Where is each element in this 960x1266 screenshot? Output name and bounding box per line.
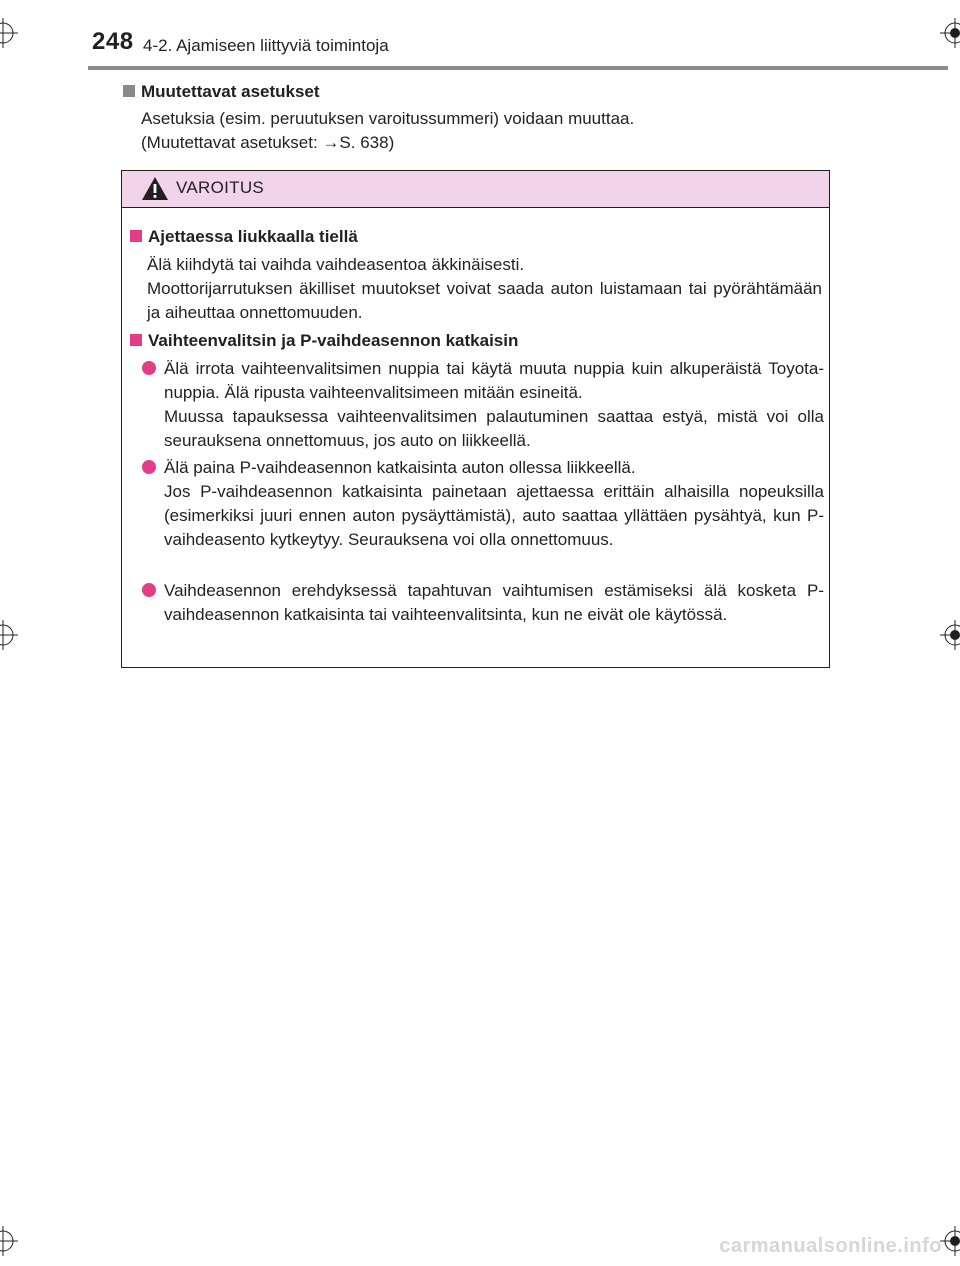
settings-heading (123, 82, 320, 102)
section-title: 4-2. Ajamiseen liittyviä toimintoja (143, 36, 389, 55)
header-rule (88, 66, 948, 70)
square-bullet-icon (130, 230, 142, 242)
warning-section-2-heading-text: Vaihteenvalitsin ja P-vaihdeasennon katkaisin (148, 331, 519, 350)
warning-bullet-2-detail: Jos P-vaihdeasennon katkaisinta painetaan ajettaessa erittäin alhaisilla nopeuksilla (esimerkiksi juuri ennen auton pysäyttämistä), auto saattaa yllättäen pysähtyä, kun P-vaihdeasento kytkeytyy. Seurauksena voi olla onnettomuus. (164, 482, 824, 549)
warning-section-1-heading (130, 227, 358, 247)
page-number: 248 (92, 28, 134, 55)
warning-bullet-1-lead: Älä irrota vaihteenvalitsimen nuppia tai käytä muuta nuppia kuin alkuperäistä Toyota-nuppia. Älä ripusta vaihteenvalitsimeen mitään esineitä. (164, 359, 824, 402)
warning-triangle-icon (141, 176, 169, 206)
crop-mark-middle-left (0, 620, 18, 650)
warning-bullet-1-text (164, 357, 824, 453)
crop-mark-middle-right (940, 620, 960, 650)
crop-mark-top-left (0, 18, 18, 48)
settings-heading-text: Muutettavat asetukset (141, 82, 320, 101)
warning-title: VAROITUS (176, 178, 265, 197)
warning-bullet-3-text (164, 579, 824, 627)
settings-line-2: (Muutettavat asetukset: →S. 638) (141, 133, 395, 152)
warning-section-1-heading-text: Ajettaessa liukkaalla tiellä (148, 227, 358, 246)
warning-bullet-2-lead: Älä paina P-vaihdeasennon katkaisinta auton ollessa liikkeellä. (164, 458, 636, 477)
round-bullet-icon (142, 460, 156, 474)
warning-section-1-line-2: Moottorijarrutuksen äkilliset muutokset voivat saada auton luistamaan tai pyörähtämään ja aiheuttaa onnettomuuden. (147, 279, 822, 322)
crop-mark-bottom-right (940, 1226, 960, 1256)
warning-box (121, 170, 830, 668)
square-bullet-icon (130, 334, 142, 346)
warning-bullet-2-text (164, 456, 824, 552)
watermark: carmanualsonline.info (719, 1235, 942, 1257)
warning-header (122, 171, 829, 208)
warning-section-1-line-1: Älä kiihdytä tai vaihda vaihdeasentoa äkkinäisesti. (147, 255, 525, 274)
crop-mark-top-right (940, 18, 960, 48)
round-bullet-icon (142, 361, 156, 375)
warning-bullet-3-lead: Vaihdeasennon erehdyksessä tapahtuvan vaihtumisen estämiseksi älä kosketa P-vaihdeasennon katkaisinta tai vaihteenvalitsinta, kun ne eivät ole käytössä. (164, 581, 824, 624)
round-bullet-icon (142, 583, 156, 597)
settings-line-1: Asetuksia (esim. peruutuksen varoitussummeri) voidaan muuttaa. (141, 109, 635, 128)
warning-bullet-1-detail: Muussa tapauksessa vaihteenvalitsimen palautuminen saattaa estyä, mistä voi olla seurauksena onnettomuus, jos auto on liikkeellä. (164, 407, 824, 450)
warning-section-2-heading (130, 331, 518, 351)
square-bullet-icon (123, 85, 135, 97)
crop-mark-bottom-left (0, 1226, 18, 1256)
